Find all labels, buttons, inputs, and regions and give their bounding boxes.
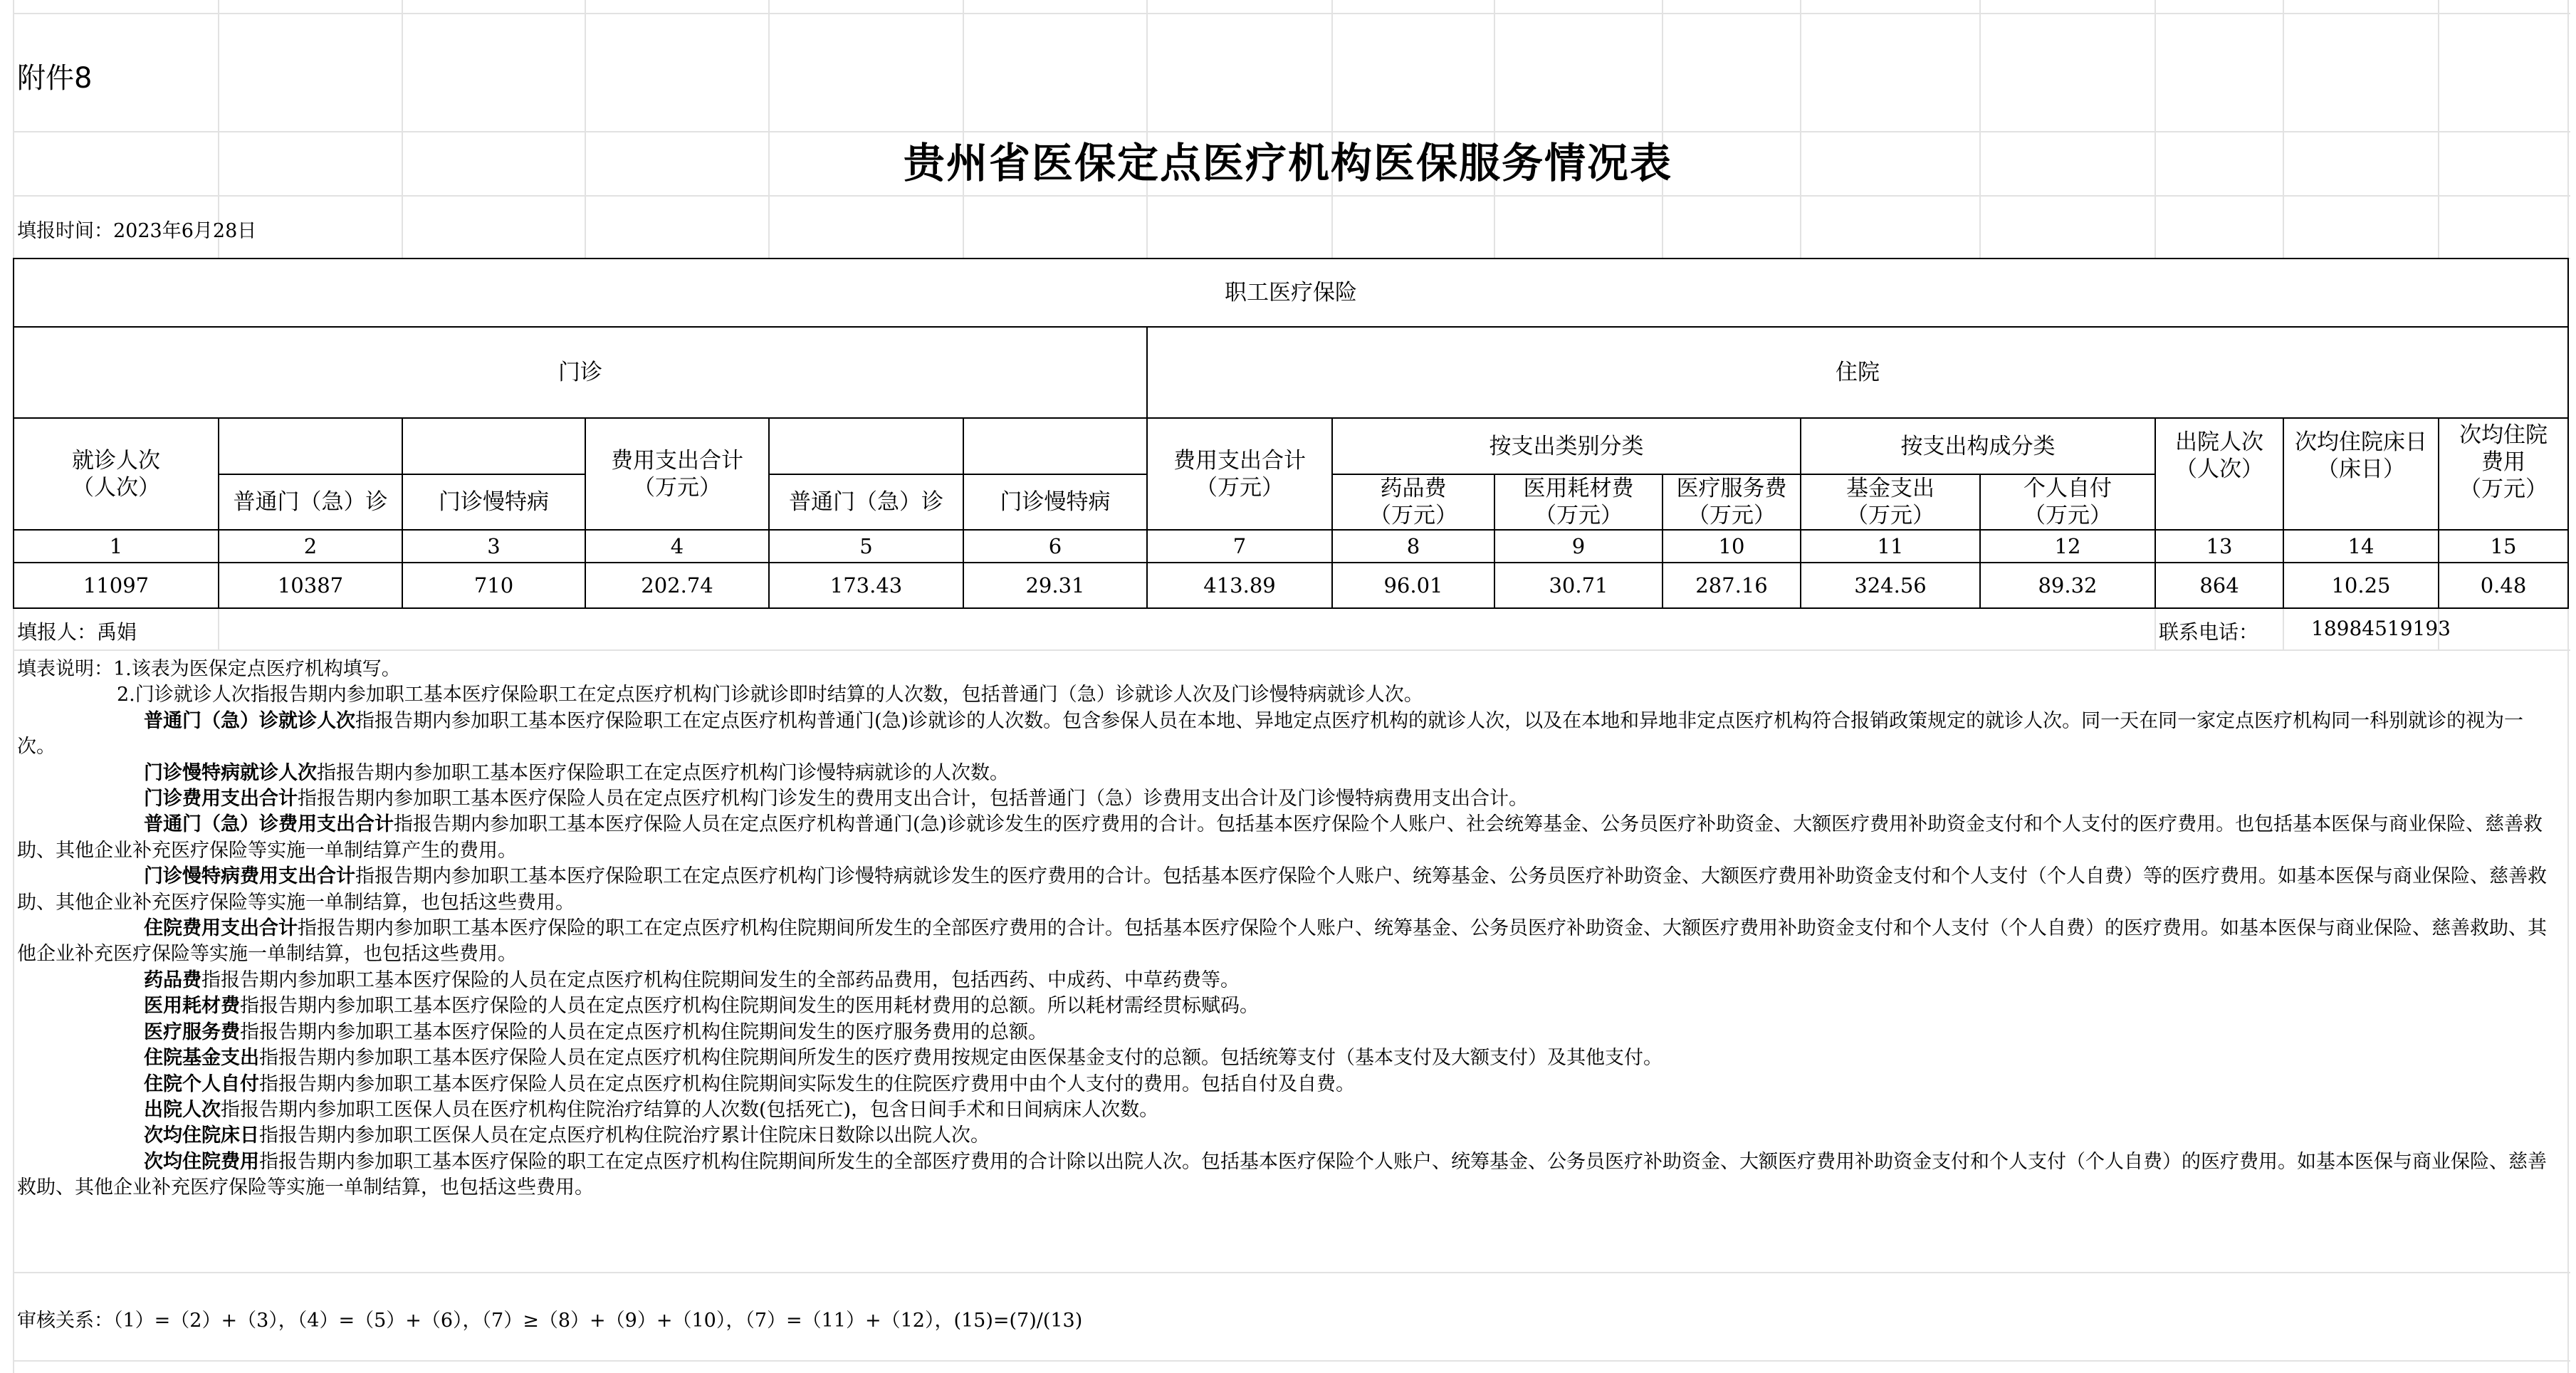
column-number: 6: [963, 530, 1147, 563]
general-clinic-value: 10387: [219, 563, 402, 608]
column-number: 11: [1801, 530, 1980, 563]
column-number: 4: [585, 530, 769, 563]
filler-name: 填报人：禹娟: [17, 620, 137, 644]
outpatient-total-value: 202.74: [585, 563, 769, 608]
note-text: 指报告期内参加职工医保人员在医疗机构住院治疗结算的人次数(包括死亡)，包含日间手术和日间病床人次数。: [221, 1098, 1159, 1121]
column-number: 12: [1980, 530, 2155, 563]
note-term: 普通门（急）诊费用支出合计: [144, 813, 394, 836]
note-text: 指报告期内参加职工基本医疗保险人员在定点医疗机构住院期间所发生的医疗费用按规定由医保基金支付的总额。包括统筹支付（基本支付及大额支付）及其他支付。: [259, 1047, 1663, 1070]
note-paragraph: [17, 1123, 2559, 1149]
note-paragraph: [17, 1020, 2559, 1045]
note-term: 药品费: [144, 969, 201, 991]
column-number: 10: [1663, 530, 1801, 563]
note-text: 指报告期内参加职工基本医疗保险职工在定点医疗机构门诊慢特病就诊的人次数。: [317, 761, 1009, 784]
column-number: 1: [14, 530, 219, 563]
general-clinic-cost-value: 173.43: [769, 563, 963, 608]
column-number-row: [14, 530, 2568, 563]
note-paragraph: [17, 968, 2559, 993]
note-text: 指报告期内参加职工基本医疗保险的职工在定点医疗机构住院期间所发生的全部医疗费用的合计。包括基本医疗保险个人账户、统筹基金、公务员医疗补助资金、大额医疗费用补助资金支付和个人支付（个人自费）的医疗费用。如基本医保与商业保险、慈善救助、其他企业补充医疗保险等实施一单制结算，也包括这些费用。: [17, 917, 2547, 966]
note-text: 指报告期内参加职工基本医疗保险的人员在定点医疗机构住院期间发生的全部药品费用，包括西药、中成药、中草药费等。: [201, 969, 1240, 991]
visits-header: 就诊人次 （人次）: [14, 418, 219, 530]
avg-bed-days-value: 10.25: [2283, 563, 2439, 608]
drug-fee-header: 药品费 （万元）: [1332, 474, 1494, 530]
note-text: 指报告期内参加职工基本医疗保险的职工在定点医疗机构住院期间所发生的全部医疗费用的合计除以出院人次。包括基本医疗保险个人账户、统筹基金、公务员医疗补助资金、大额医疗费用补助资金支付和个人支付（个人自费）的医疗费用。如基本医保与商业保险、慈善救助、其他企业补充医疗保险等实施一单制结算，也包括这些费用。: [17, 1150, 2547, 1199]
discharges-value: 864: [2155, 563, 2283, 608]
note-paragraph: [17, 1097, 2559, 1123]
note-text: 指报告期内参加职工基本医疗保险人员在定点医疗机构门诊发生的费用支出合计，包括普通门（急）诊费用支出合计及门诊慢特病费用支出合计。: [298, 788, 1528, 810]
note-paragraph: [17, 682, 2559, 708]
note-paragraph: [17, 786, 2559, 812]
note-paragraph: [17, 812, 2559, 864]
by-structure-header: 按支出构成分类: [1801, 418, 2155, 474]
fill-instructions: [17, 657, 2559, 1201]
column-number: 7: [1147, 530, 1332, 563]
note-term: 门诊慢特病就诊人次: [144, 761, 317, 784]
note-paragraph: [17, 993, 2559, 1019]
inpatient-total-header: 费用支出合计 （万元）: [1147, 418, 1332, 530]
column-number: 5: [769, 530, 963, 563]
phone-number: 18984519193: [2311, 617, 2451, 640]
column-number: 8: [1332, 530, 1494, 563]
note-term: 门诊费用支出合计: [144, 788, 298, 810]
avg-cost-header: 次均住院 费用 （万元）: [2439, 418, 2568, 530]
inpatient-total-value: 413.89: [1147, 563, 1332, 608]
note-term: 出院人次: [144, 1098, 221, 1121]
chronic-clinic-value: 710: [402, 563, 585, 608]
material-fee-value: 30.71: [1494, 563, 1663, 608]
note-paragraph: [17, 1149, 2559, 1201]
visits-value: 11097: [14, 563, 219, 608]
group-title: 职工医疗保险: [14, 259, 2568, 327]
note-term: 住院个人自付: [144, 1072, 259, 1095]
note-paragraph: [17, 916, 2559, 968]
drug-fee-value: 96.01: [1332, 563, 1494, 608]
note-term: 住院费用支出合计: [144, 917, 298, 940]
data-row: [14, 563, 2568, 608]
outpatient-total-header: 费用支出合计 （万元）: [585, 418, 769, 530]
chronic-clinic-cost-value: 29.31: [963, 563, 1147, 608]
note-paragraph: [17, 761, 2559, 786]
column-number: 9: [1494, 530, 1663, 563]
note-paragraph: [17, 657, 2559, 682]
outpatient-header: 门诊: [14, 327, 1147, 418]
self-pay-value: 89.32: [1980, 563, 2155, 608]
fund-pay-value: 324.56: [1801, 563, 1980, 608]
by-category-header: 按支出类别分类: [1332, 418, 1801, 474]
material-fee-header: 医用耗材费 （万元）: [1494, 474, 1663, 530]
phone-label: 联系电话：: [2159, 620, 2259, 644]
audit-relations: 审核关系：（1）=（2）+（3），（4）=（5）+（6），（7）≥（8）+（9）+（10），（7）=（11）+（12），(15)=(7)/(13): [17, 1310, 1083, 1332]
note-text: 填表说明：1.该表为医保定点医疗机构填写。: [17, 658, 401, 680]
service-table: [13, 258, 2569, 609]
note-text: 指报告期内参加职工基本医疗保险职工在定点医疗机构门诊慢特病就诊发生的医疗费用的合计。包括基本医疗保险个人账户、统筹基金、公务员医疗补助资金、大额医疗费用补助资金支付和个人支付（个人自费）等的医疗费用。如基本医保与商业保险、慈善救助、其他企业补充医疗保险等实施一单制结算，也包括这些费用。: [17, 865, 2547, 914]
note-paragraph: [17, 1045, 2559, 1071]
note-text: 指报告期内参加职工基本医疗保险的人员在定点医疗机构住院期间发生的医用耗材费用的总额。所以耗材需经贯标赋码。: [240, 995, 1259, 1018]
column-number: 2: [219, 530, 402, 563]
note-text: 指报告期内参加职工基本医疗保险人员在定点医疗机构普通门(急)诊就诊发生的医疗费用的合计。包括基本医疗保险个人账户、社会统筹基金、公务员医疗补助资金、大额医疗费用补助资金支付和个人支付的医疗费用。也包括基本医保与商业保险、慈善救助、其他企业补充医疗保险等实施一单制结算产生的费用。: [17, 813, 2543, 862]
fill-time: 填报时间：2023年6月28日: [17, 220, 257, 242]
note-paragraph: [17, 864, 2559, 916]
service-fee-value: 287.16: [1663, 563, 1801, 608]
service-fee-header: 医疗服务费 （万元）: [1663, 474, 1801, 530]
note-term: 次均住院费用: [144, 1150, 259, 1173]
chronic-clinic-header: 门诊慢特病: [402, 474, 585, 530]
avg-bed-days-header: 次均住院床日 （床日）: [2283, 418, 2439, 530]
note-term: 普通门（急）诊就诊人次: [144, 709, 355, 732]
note-term: 医疗服务费: [144, 1020, 240, 1043]
note-text: 指报告期内参加职工基本医疗保险人员在定点医疗机构住院期间实际发生的住院医疗费用中由个人支付的费用。包括自付及自费。: [259, 1072, 1355, 1095]
general-clinic-cost-header: 普通门（急）诊: [769, 474, 963, 530]
note-text: 指报告期内参加职工基本医疗保险职工在定点医疗机构普通门(急)诊就诊的人次数。包含参保人员在本地、异地定点医疗机构的就诊人次，以及在本地和异地非定点医疗机构符合报销政策规定的就诊人次。同一天在同一家定点医疗机构同一科别就诊的视为一次。: [17, 709, 2524, 758]
column-number: 14: [2283, 530, 2439, 563]
note-term: 次均住院床日: [144, 1124, 259, 1147]
note-paragraph: [17, 1072, 2559, 1097]
fund-pay-header: 基金支出 （万元）: [1801, 474, 1980, 530]
note-term: 住院基金支出: [144, 1047, 259, 1070]
column-number: 13: [2155, 530, 2283, 563]
note-text: 指报告期内参加职工医保人员在定点医疗机构住院治疗累计住院床日数除以出院人次。: [259, 1124, 990, 1147]
column-number: 3: [402, 530, 585, 563]
general-clinic-header: 普通门（急）诊: [219, 474, 402, 530]
note-text: 2.门诊就诊人次指报告期内参加职工基本医疗保险职工在定点医疗机构门诊就诊即时结算的人次数，包括普通门（急）诊就诊人次及门诊慢特病就诊人次。: [117, 684, 1423, 706]
note-paragraph: [17, 709, 2559, 761]
note-term: 医用耗材费: [144, 995, 240, 1018]
avg-cost-value: 0.48: [2439, 563, 2568, 608]
document-title: 贵州省医保定点医疗机构医保服务情况表: [903, 139, 1672, 187]
note-term: 门诊慢特病费用支出合计: [144, 865, 355, 888]
self-pay-header: 个人自付 （万元）: [1980, 474, 2155, 530]
inpatient-header: 住院: [1147, 327, 2568, 418]
discharges-header: 出院人次 （人次）: [2155, 418, 2283, 530]
chronic-clinic-cost-header: 门诊慢特病: [963, 474, 1147, 530]
note-text: 指报告期内参加职工基本医疗保险的人员在定点医疗机构住院期间发生的医疗服务费用的总额。: [240, 1020, 1047, 1043]
attachment-label: 附件8: [17, 62, 93, 95]
column-number: 15: [2439, 530, 2568, 563]
